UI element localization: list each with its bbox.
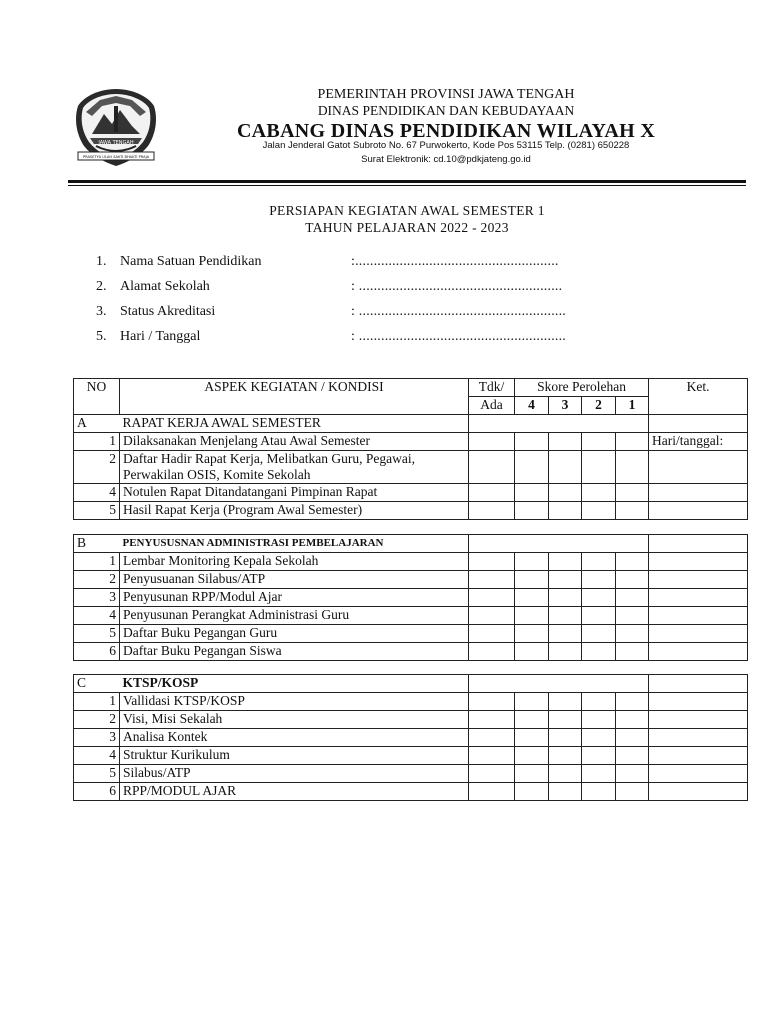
table-row bbox=[74, 553, 748, 571]
row-text: Penyusunan RPP/Modul Ajar bbox=[120, 589, 469, 607]
table-section-b bbox=[73, 534, 748, 661]
score-2-cell[interactable] bbox=[582, 625, 616, 643]
score-4-cell[interactable] bbox=[515, 765, 549, 783]
score-1-cell[interactable] bbox=[616, 433, 649, 451]
tdk-ada-cell[interactable] bbox=[469, 502, 515, 520]
score-3-cell[interactable] bbox=[549, 433, 582, 451]
score-4-cell[interactable] bbox=[515, 783, 549, 801]
score-1-cell[interactable] bbox=[616, 765, 649, 783]
header-ada: Ada bbox=[469, 397, 515, 415]
score-3-cell[interactable] bbox=[549, 643, 582, 661]
tdk-ada-cell[interactable] bbox=[469, 484, 515, 502]
letterhead-thick-rule bbox=[68, 180, 746, 183]
ket-cell[interactable] bbox=[649, 625, 748, 643]
row-number: 6 bbox=[74, 643, 120, 661]
section-heading-row bbox=[74, 415, 748, 433]
info-value-field[interactable]: : ........................................................ bbox=[351, 329, 566, 344]
central-java-coat-of-arms-icon bbox=[70, 86, 162, 172]
table-row bbox=[74, 589, 748, 607]
row-number: 4 bbox=[74, 484, 120, 502]
score-2-cell[interactable] bbox=[582, 693, 616, 711]
row-text: Silabus/ATP bbox=[120, 765, 469, 783]
table-header-row bbox=[74, 379, 748, 397]
ket-cell[interactable] bbox=[649, 535, 748, 553]
table-row bbox=[74, 643, 748, 661]
logo-text: JAWA TENGAH bbox=[98, 140, 134, 146]
row-text: Penyusuanan Silabus/ATP bbox=[120, 571, 469, 589]
row-text: Lembar Monitoring Kepala Sekolah bbox=[120, 553, 469, 571]
row-number: 4 bbox=[74, 607, 120, 625]
tdk-ada-cell[interactable] bbox=[469, 643, 515, 661]
header-no: NO bbox=[74, 379, 120, 415]
row-number: 2 bbox=[74, 571, 120, 589]
ket-cell[interactable] bbox=[649, 747, 748, 765]
row-number: 3 bbox=[74, 729, 120, 747]
score-3-cell[interactable] bbox=[549, 729, 582, 747]
score-2-cell[interactable] bbox=[582, 451, 616, 484]
row-number: 2 bbox=[74, 711, 120, 729]
table-section-a bbox=[73, 378, 748, 520]
tdk-ada-cell[interactable] bbox=[469, 607, 515, 625]
info-label: Nama Satuan Pendidikan bbox=[120, 254, 262, 269]
tdk-ada-cell[interactable] bbox=[469, 553, 515, 571]
score-2-cell[interactable] bbox=[582, 553, 616, 571]
row-number: 1 bbox=[74, 553, 120, 571]
row-number: 1 bbox=[74, 693, 120, 711]
score-1-cell[interactable] bbox=[616, 747, 649, 765]
info-value-field[interactable]: : ....................................................... bbox=[351, 279, 563, 294]
info-number: 3. bbox=[96, 304, 107, 319]
section-title: PENYUSUSNAN ADMINISTRASI PEMBELAJARAN bbox=[120, 535, 469, 553]
score-4-cell[interactable] bbox=[515, 553, 549, 571]
table-row bbox=[74, 625, 748, 643]
header-score-3: 3 bbox=[549, 397, 582, 415]
score-2-cell[interactable] bbox=[582, 711, 616, 729]
ket-cell[interactable] bbox=[649, 675, 748, 693]
score-4-cell[interactable] bbox=[515, 747, 549, 765]
info-value-field[interactable]: : ........................................................ bbox=[351, 304, 566, 319]
score-cell[interactable] bbox=[469, 415, 649, 433]
row-text: Dilaksanakan Menjelang Atau Awal Semester bbox=[120, 433, 469, 451]
kop-address: Jalan Jenderal Gatot Subroto No. 67 Purwokerto, Kode Pos 53115 Telp. (0281) 650228 bbox=[262, 140, 630, 151]
info-row bbox=[96, 279, 656, 297]
score-3-cell[interactable] bbox=[549, 711, 582, 729]
section-heading-row bbox=[74, 535, 748, 553]
info-number: 5. bbox=[96, 329, 107, 344]
score-3-cell[interactable] bbox=[549, 625, 582, 643]
tdk-ada-cell[interactable] bbox=[469, 571, 515, 589]
row-number: 6 bbox=[74, 783, 120, 801]
row-number: 5 bbox=[74, 765, 120, 783]
document-subtitle: TAHUN PELAJARAN 2022 - 2023 bbox=[305, 220, 509, 235]
section-code: C bbox=[74, 675, 120, 693]
score-4-cell[interactable] bbox=[515, 451, 549, 484]
score-1-cell[interactable] bbox=[616, 589, 649, 607]
table-row bbox=[74, 783, 748, 801]
score-2-cell[interactable] bbox=[582, 433, 616, 451]
score-1-cell[interactable] bbox=[616, 783, 649, 801]
kop-branch-title: CABANG DINAS PENDIDIKAN WILAYAH X bbox=[236, 120, 656, 142]
score-4-cell[interactable] bbox=[515, 693, 549, 711]
tdk-ada-cell[interactable] bbox=[469, 693, 515, 711]
score-2-cell[interactable] bbox=[582, 589, 616, 607]
score-1-cell[interactable] bbox=[616, 502, 649, 520]
info-label: Status Akreditasi bbox=[120, 304, 216, 319]
tdk-ada-cell[interactable] bbox=[469, 589, 515, 607]
score-4-cell[interactable] bbox=[515, 433, 549, 451]
row-number: 5 bbox=[74, 625, 120, 643]
score-2-cell[interactable] bbox=[582, 747, 616, 765]
row-text bbox=[120, 451, 469, 484]
score-4-cell[interactable] bbox=[515, 571, 549, 589]
score-4-cell[interactable] bbox=[515, 729, 549, 747]
table-row bbox=[74, 502, 748, 520]
score-3-cell[interactable] bbox=[549, 607, 582, 625]
score-1-cell[interactable] bbox=[616, 693, 649, 711]
score-1-cell[interactable] bbox=[616, 607, 649, 625]
info-number: 2. bbox=[96, 279, 107, 294]
score-2-cell[interactable] bbox=[582, 765, 616, 783]
tdk-ada-cell[interactable] bbox=[469, 729, 515, 747]
coat-of-arms-logo bbox=[70, 86, 162, 172]
row-text: RPP/MODUL AJAR bbox=[120, 783, 469, 801]
score-cell[interactable] bbox=[469, 675, 649, 693]
ket-cell[interactable] bbox=[649, 711, 748, 729]
score-3-cell[interactable] bbox=[549, 484, 582, 502]
score-3-cell[interactable] bbox=[549, 765, 582, 783]
score-4-cell[interactable] bbox=[515, 643, 549, 661]
score-4-cell[interactable] bbox=[515, 711, 549, 729]
score-4-cell[interactable] bbox=[515, 502, 549, 520]
info-row bbox=[96, 329, 656, 347]
letterhead-thin-rule bbox=[68, 185, 746, 186]
score-1-cell[interactable] bbox=[616, 553, 649, 571]
tdk-ada-cell[interactable] bbox=[469, 433, 515, 451]
row-number: 5 bbox=[74, 502, 120, 520]
table-row bbox=[74, 607, 748, 625]
row-number: 1 bbox=[74, 433, 120, 451]
ket-cell[interactable] bbox=[649, 643, 748, 661]
row-text: Visi, Misi Sekalah bbox=[120, 711, 469, 729]
score-1-cell[interactable] bbox=[616, 571, 649, 589]
score-4-cell[interactable] bbox=[515, 625, 549, 643]
tdk-ada-cell[interactable] bbox=[469, 625, 515, 643]
tdk-ada-cell[interactable] bbox=[469, 451, 515, 484]
score-3-cell[interactable] bbox=[549, 747, 582, 765]
header-aspek: ASPEK KEGIATAN / KONDISI bbox=[120, 379, 469, 415]
ket-cell[interactable] bbox=[649, 451, 748, 484]
row-text: Daftar Buku Pegangan Siswa bbox=[120, 643, 469, 661]
header-score-1: 1 bbox=[616, 397, 649, 415]
score-4-cell[interactable] bbox=[515, 589, 549, 607]
score-3-cell[interactable] bbox=[549, 693, 582, 711]
kop-agency: DINAS PENDIDIKAN DAN KEBUDAYAAN bbox=[317, 103, 575, 118]
row-text: Analisa Kontek bbox=[120, 729, 469, 747]
table-row bbox=[74, 747, 748, 765]
document-title: PERSIAPAN KEGIATAN AWAL SEMESTER 1 bbox=[269, 203, 545, 218]
section-title: KTSP/KOSP bbox=[120, 675, 469, 693]
ket-cell[interactable] bbox=[649, 729, 748, 747]
row-text-line: Perwakilan OSIS, Komite Sekolah bbox=[123, 467, 311, 482]
score-2-cell[interactable] bbox=[582, 783, 616, 801]
header-score-4: 4 bbox=[515, 397, 549, 415]
info-label: Hari / Tanggal bbox=[120, 329, 201, 344]
score-2-cell[interactable] bbox=[582, 502, 616, 520]
row-text: Struktur Kurikulum bbox=[120, 747, 469, 765]
header-score-2: 2 bbox=[582, 397, 616, 415]
score-3-cell[interactable] bbox=[549, 502, 582, 520]
tdk-ada-cell[interactable] bbox=[469, 747, 515, 765]
score-1-cell[interactable] bbox=[616, 451, 649, 484]
ket-cell[interactable] bbox=[649, 502, 748, 520]
table-row bbox=[74, 451, 748, 484]
ket-cell[interactable] bbox=[649, 589, 748, 607]
tdk-ada-cell[interactable] bbox=[469, 783, 515, 801]
table-row bbox=[74, 765, 748, 783]
ket-cell[interactable] bbox=[649, 783, 748, 801]
row-text: Daftar Buku Pegangan Guru bbox=[120, 625, 469, 643]
info-row bbox=[96, 254, 656, 272]
header-tdk: Tdk/ bbox=[469, 379, 515, 397]
score-1-cell[interactable] bbox=[616, 484, 649, 502]
ket-cell[interactable]: Hari/tanggal: bbox=[649, 433, 748, 451]
info-row bbox=[96, 304, 656, 322]
score-cell[interactable] bbox=[469, 535, 649, 553]
score-3-cell[interactable] bbox=[549, 783, 582, 801]
ket-cell[interactable] bbox=[649, 415, 748, 433]
score-3-cell[interactable] bbox=[549, 589, 582, 607]
table-row bbox=[74, 711, 748, 729]
ket-cell[interactable] bbox=[649, 765, 748, 783]
info-number: 1. bbox=[96, 254, 107, 269]
row-number: 4 bbox=[74, 747, 120, 765]
row-number: 3 bbox=[74, 589, 120, 607]
score-1-cell[interactable] bbox=[616, 625, 649, 643]
score-3-cell[interactable] bbox=[549, 553, 582, 571]
kop-province: PEMERINTAH PROVINSI JAWA TENGAH bbox=[317, 87, 575, 102]
row-number: 2 bbox=[74, 451, 120, 484]
kop-email: Surat Elektronik: cd.10@pdkjateng.go.id bbox=[361, 154, 531, 165]
ket-cell[interactable] bbox=[649, 693, 748, 711]
table-row bbox=[74, 484, 748, 502]
score-2-cell[interactable] bbox=[582, 607, 616, 625]
row-text-line: Daftar Hadir Rapat Kerja, Melibatkan Guru, Pegawai, bbox=[123, 451, 416, 466]
logo-motto: PRASETYA ULAH SAKTI BHAKTI PRAJA bbox=[82, 155, 150, 159]
row-text: Vallidasi KTSP/KOSP bbox=[120, 693, 469, 711]
info-label: Alamat Sekolah bbox=[120, 279, 210, 294]
score-1-cell[interactable] bbox=[616, 729, 649, 747]
table-row bbox=[74, 693, 748, 711]
table-row bbox=[74, 571, 748, 589]
table-row bbox=[74, 433, 748, 451]
row-text: Penyusunan Perangkat Administrasi Guru bbox=[120, 607, 469, 625]
section-title: RAPAT KERJA AWAL SEMESTER bbox=[120, 415, 469, 433]
table-section-c bbox=[73, 674, 748, 801]
ket-cell[interactable] bbox=[649, 553, 748, 571]
tdk-ada-cell[interactable] bbox=[469, 711, 515, 729]
score-2-cell[interactable] bbox=[582, 643, 616, 661]
score-2-cell[interactable] bbox=[582, 484, 616, 502]
header-skore: Skore Perolehan bbox=[515, 379, 649, 397]
row-text: Notulen Rapat Ditandatangani Pimpinan Rapat bbox=[120, 484, 469, 502]
tdk-ada-cell[interactable] bbox=[469, 765, 515, 783]
section-code: A bbox=[74, 415, 120, 433]
table-row bbox=[74, 729, 748, 747]
section-code: B bbox=[74, 535, 120, 553]
score-1-cell[interactable] bbox=[616, 643, 649, 661]
ket-cell[interactable] bbox=[649, 607, 748, 625]
score-3-cell[interactable] bbox=[549, 571, 582, 589]
info-value-field[interactable]: :....................................................... bbox=[351, 254, 559, 269]
score-4-cell[interactable] bbox=[515, 607, 549, 625]
score-2-cell[interactable] bbox=[582, 571, 616, 589]
section-heading-row bbox=[74, 675, 748, 693]
row-text: Hasil Rapat Kerja (Program Awal Semester) bbox=[120, 502, 469, 520]
ket-cell[interactable] bbox=[649, 484, 748, 502]
score-2-cell[interactable] bbox=[582, 729, 616, 747]
score-3-cell[interactable] bbox=[549, 451, 582, 484]
ket-cell[interactable] bbox=[649, 571, 748, 589]
score-1-cell[interactable] bbox=[616, 711, 649, 729]
header-ket: Ket. bbox=[649, 379, 748, 415]
score-4-cell[interactable] bbox=[515, 484, 549, 502]
